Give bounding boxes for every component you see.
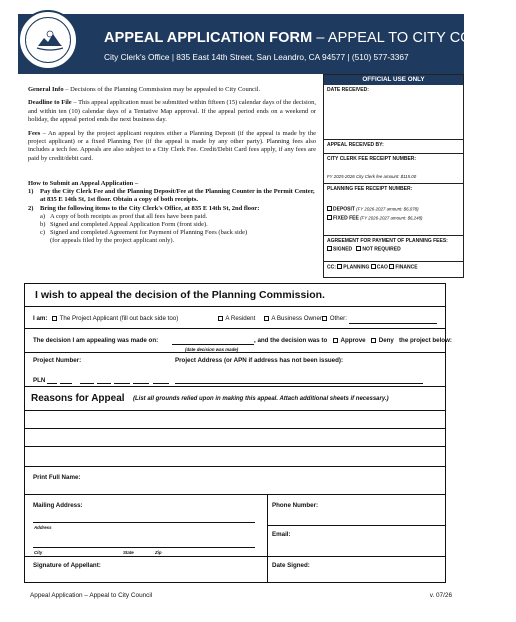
deadline-info: Deadline to File – This appeal application must be submitted within fifteen (15) calendar days of the decision, and within ten (10) calendar days of a Tentative Map approval. If the appeal period ends on a weekend or holiday, the appeal period ends the next business day. bbox=[28, 99, 316, 124]
office-contact: City Clerk's Office | 835 East 14th Street, San Leandro, CA 94577 | (510) 577-3367 bbox=[104, 52, 409, 62]
step-2c: c) Signed and completed Agreement for Payment of Planning Fees (back side) bbox=[40, 229, 248, 237]
pln-segment-3[interactable] bbox=[80, 383, 94, 384]
signature-label: Signature of Appellant: bbox=[33, 562, 101, 569]
resident-checkbox[interactable] bbox=[218, 316, 223, 321]
reason-line-2[interactable] bbox=[25, 428, 445, 446]
official-use-heading: OFFICIAL USE ONLY bbox=[324, 75, 463, 85]
pln-segment-6[interactable] bbox=[133, 383, 149, 384]
decision-date-input[interactable] bbox=[172, 344, 254, 345]
other-checkbox[interactable] bbox=[322, 316, 327, 321]
signature-row bbox=[25, 556, 445, 582]
how-to-submit bbox=[28, 180, 318, 246]
howto-title: How to Submit an Appeal Application – bbox=[28, 180, 139, 187]
date-received-field[interactable]: DATE RECEIVED: bbox=[327, 87, 369, 93]
option-other[interactable]: Other: bbox=[322, 315, 347, 322]
date-signed-label: Date Signed: bbox=[272, 562, 310, 569]
planning-receipt-field[interactable]: PLANNING FEE RECEIPT NUMBER: DEPOSIT (FY 2026-2027 amount: $6,078) FIXED FEE (FY 2026-2027 amount: $6,248) bbox=[324, 183, 463, 235]
signed-checkbox[interactable] bbox=[327, 246, 332, 251]
fixed-fee-option[interactable]: FIXED FEE (FY 2026-2027 amount: $6,248) bbox=[327, 215, 460, 222]
city-seal-logo bbox=[18, 10, 78, 70]
reason-line-3[interactable] bbox=[25, 446, 445, 466]
reasons-note: (List all grounds relied upon in making this appeal. Attach additional sheets if necessary.) bbox=[133, 396, 389, 402]
pln-segment-4[interactable] bbox=[97, 383, 111, 384]
cc-field: CC: PLANNING CAO FINANCE bbox=[324, 261, 463, 277]
instructions bbox=[28, 86, 316, 168]
option-business-owner[interactable]: A Business Owner bbox=[264, 315, 322, 322]
fixed-fee-checkbox[interactable] bbox=[327, 215, 332, 220]
reasons-title: Reasons for Appeal bbox=[31, 393, 125, 404]
footer-form-name: Appeal Application – Appeal to City Council bbox=[30, 592, 153, 599]
option-resident[interactable]: A Resident bbox=[218, 315, 255, 322]
decision-row: The decision I am appealing was made on: (date decision was made) , and the decision was to Approve Deny the project below: bbox=[25, 328, 445, 352]
appellant-type-row: I am: The Project Applicant (fill out back side too) A Resident A Business Owner Other: bbox=[25, 306, 445, 328]
business-owner-checkbox[interactable] bbox=[264, 316, 269, 321]
footer-version: v. 07/26 bbox=[429, 592, 452, 599]
pln-segment-5[interactable] bbox=[114, 383, 130, 384]
reason-line-1[interactable] bbox=[25, 410, 445, 428]
approve-checkbox[interactable] bbox=[333, 338, 338, 343]
step-2c-cont: (for appeals filed by the project applicant only). bbox=[50, 237, 175, 245]
clerk-receipt-field[interactable]: CITY CLERK FEE RECEIPT NUMBER: FY 2025-2026 City Clerk fee amount: $115.00 bbox=[324, 153, 463, 183]
fees-info: Fees – An appeal by the project applicant requires either a Planning Deposit (if the appeal is made by the project applicant) or a fixed Planning Fee (if the appeal is made by any other party). Planning fees also includes a tech fee. Appeals are also subject to a City Clerk Fee. Credit/Debit Card fees apply, if any fees are paid by credit/debit card. bbox=[28, 129, 316, 162]
applicant-checkbox[interactable] bbox=[52, 316, 57, 321]
not-required-checkbox[interactable] bbox=[356, 246, 361, 251]
option-approve[interactable]: Approve bbox=[333, 337, 366, 344]
deposit-option[interactable]: DEPOSIT (FY 2026-2027 amount: $6,078) bbox=[327, 206, 460, 213]
cc-planning-checkbox[interactable] bbox=[337, 264, 342, 269]
official-use-box bbox=[323, 74, 464, 278]
pln-prefix: PLN bbox=[33, 377, 46, 384]
step-2a: a) A copy of both receipts as proof that all fees have been paid. bbox=[40, 212, 208, 220]
pln-segment-7[interactable] bbox=[153, 383, 169, 384]
appeal-statement: I wish to appeal the decision of the Planning Commission. bbox=[35, 289, 325, 301]
step-1: 1) Pay the City Clerk Fee and the Planning Deposit/Fee at the Planning Counter in the Permit Center, at 835 E 14th St, 1st floor. Obtain a copy of both receipts. bbox=[28, 188, 315, 204]
project-row: Project Number: Project Address (or APN if address has not been issued): PLN bbox=[25, 352, 445, 386]
deposit-checkbox[interactable] bbox=[327, 206, 332, 211]
project-address-input[interactable] bbox=[175, 383, 423, 384]
form-title: APPEAL APPLICATION FORM – APPEAL TO CITY COUNCIL bbox=[104, 30, 516, 46]
option-applicant[interactable]: The Project Applicant (fill out back side too) bbox=[52, 315, 178, 322]
step-2b: b) Signed and completed Appeal Application Form (front side). bbox=[40, 221, 208, 229]
general-info: General Info – Decisions of the Planning Commission may be appealed to City Council. bbox=[28, 86, 261, 93]
appeal-received-by-field[interactable]: APPEAL RECEIVED BY: bbox=[324, 139, 463, 150]
deny-checkbox[interactable] bbox=[371, 338, 376, 343]
pln-segment-2[interactable] bbox=[60, 383, 72, 384]
phone-label: Phone Number: bbox=[272, 502, 319, 509]
option-deny[interactable]: Deny bbox=[371, 337, 394, 344]
address-row: Mailing Address: Address City State Zip Phone Number: Email: bbox=[25, 494, 445, 556]
cc-finance-checkbox[interactable] bbox=[389, 264, 394, 269]
clerk-fee-note: FY 2025-2026 City Clerk fee amount: $115.00 bbox=[327, 174, 417, 179]
cc-cao-checkbox[interactable] bbox=[371, 264, 376, 269]
header-banner bbox=[18, 14, 516, 74]
email-label: Email: bbox=[272, 531, 291, 538]
agreement-field: AGREEMENT FOR PAYMENT OF PLANNING FEES: SIGNED NOT REQUIRED bbox=[324, 235, 463, 261]
street-address-input[interactable] bbox=[33, 522, 255, 523]
appeal-form bbox=[24, 283, 452, 583]
other-input[interactable] bbox=[349, 323, 437, 324]
print-name-row[interactable]: Print Full Name: bbox=[25, 466, 445, 494]
city-state-zip-input[interactable] bbox=[33, 547, 255, 548]
pln-segment-1[interactable] bbox=[47, 383, 57, 384]
step-2: 2) Bring the following items to the City Clerk's Office, at 835 E 14th St, 2nd floor: bbox=[28, 204, 260, 212]
